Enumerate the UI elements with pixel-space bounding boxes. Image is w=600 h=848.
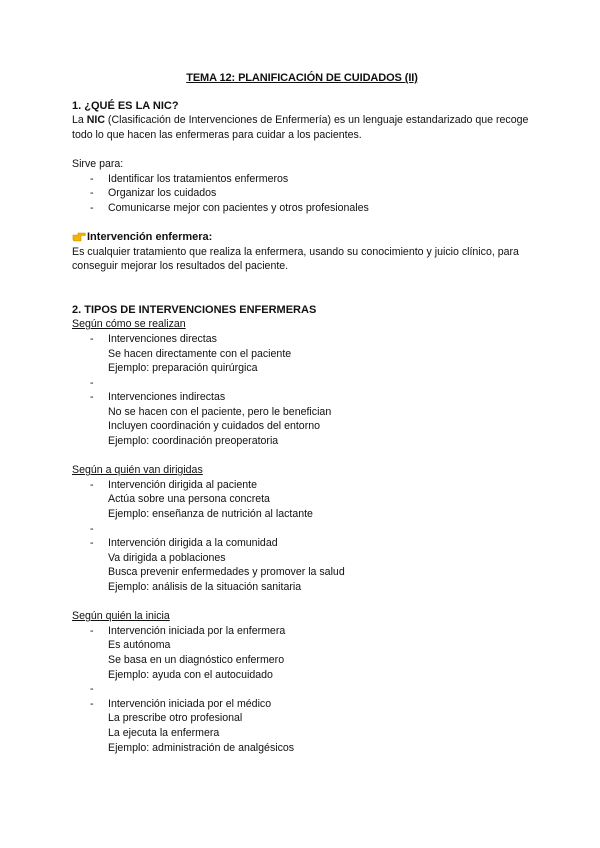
list-item: [72, 624, 532, 682]
list-item: [72, 478, 532, 522]
nic-definition: [72, 113, 532, 142]
item-line: La ejecuta la enfermera: [108, 726, 220, 739]
item-line: Es autónoma: [108, 639, 171, 652]
item-line: La prescribe otro profesional: [108, 712, 243, 725]
list-item: - Identificar los tratamientos enfermeros: [72, 172, 532, 187]
item-line: Incluyen coordinación y cuidados del entorno: [108, 420, 321, 433]
item-line: Actúa sobre una persona concreta: [108, 493, 270, 506]
list-item: [72, 332, 532, 376]
item-line: Ejemplo: coordinación preoperatoria: [108, 435, 279, 448]
list-item: - Organizar los cuidados: [72, 186, 532, 201]
group-heading: Según cómo se realizan: [72, 318, 186, 331]
list-item: - Comunicarse mejor con pacientes y otros profesionales: [72, 201, 532, 216]
nic-intro-prefix: La: [72, 114, 87, 127]
page-title: TEMA 12: PLANIFICACIÓN DE CUIDADOS (II): [186, 72, 418, 84]
intervention-heading-line: [72, 230, 532, 245]
nic-intro-suffix: (Clasificación de Intervenciones de Enfermería) es un lenguaje estandarizado que recoge todo lo que hacen las enfermeras para cuidar a los pacientes.: [72, 114, 529, 141]
item-label: - Intervención dirigida al paciente: [108, 478, 257, 491]
item-label: - Intervención iniciada por la enfermera: [108, 624, 286, 637]
pointing-right-hand-icon: [72, 230, 87, 245]
list-item: [72, 390, 532, 448]
item-line: Ejemplo: enseñanza de nutrición al lactante: [108, 508, 313, 521]
item-line: Se hacen directamente con el paciente: [108, 347, 292, 360]
item-line: Ejemplo: ayuda con el autocuidado: [108, 668, 273, 681]
group-heading: Según quién la inicia: [72, 610, 170, 623]
item-line: Busca prevenir enfermedades y promover la salud: [108, 566, 345, 579]
sirve-para-label: Sirve para:: [72, 157, 124, 170]
group-list: [72, 624, 532, 755]
item-line: Ejemplo: análisis de la situación sanitaria: [108, 581, 302, 593]
list-item: [72, 697, 532, 755]
item-label: - Intervención dirigida a la comunidad: [108, 537, 278, 550]
item-label: - Intervenciones indirectas: [108, 391, 226, 404]
nic-acronym: NIC: [86, 114, 105, 127]
document-page: [72, 71, 532, 755]
intervention-heading: Intervención enfermera:: [87, 230, 213, 243]
item-label: - Intervención iniciada por el médico: [108, 697, 272, 710]
group-list: [72, 478, 532, 595]
section1-heading: 1. ¿QUÉ ES LA NIC?: [72, 99, 179, 112]
item-line: No se hacen con el paciente, pero le benefician: [108, 405, 332, 418]
intervention-definition: Es cualquier tratamiento que realiza la enfermera, usando su conocimiento y juicio clínico, para conseguir mejorar los resultados del paciente.: [72, 245, 519, 273]
section2-heading: 2. TIPOS DE INTERVENCIONES ENFERMERAS: [72, 303, 317, 316]
uses-list: [72, 172, 532, 216]
list-item: [72, 536, 532, 594]
group-heading: Según a quién van dirigidas: [72, 464, 203, 477]
item-line: Ejemplo: preparación quirúrgica: [108, 362, 258, 375]
item-label: - Intervenciones directas: [108, 332, 217, 345]
item-line: Ejemplo: administración de analgésicos: [108, 741, 295, 754]
item-line: Se basa en un diagnóstico enfermero: [108, 653, 285, 666]
item-line: Va dirigida a poblaciones: [108, 551, 226, 564]
group-list: [72, 332, 532, 449]
